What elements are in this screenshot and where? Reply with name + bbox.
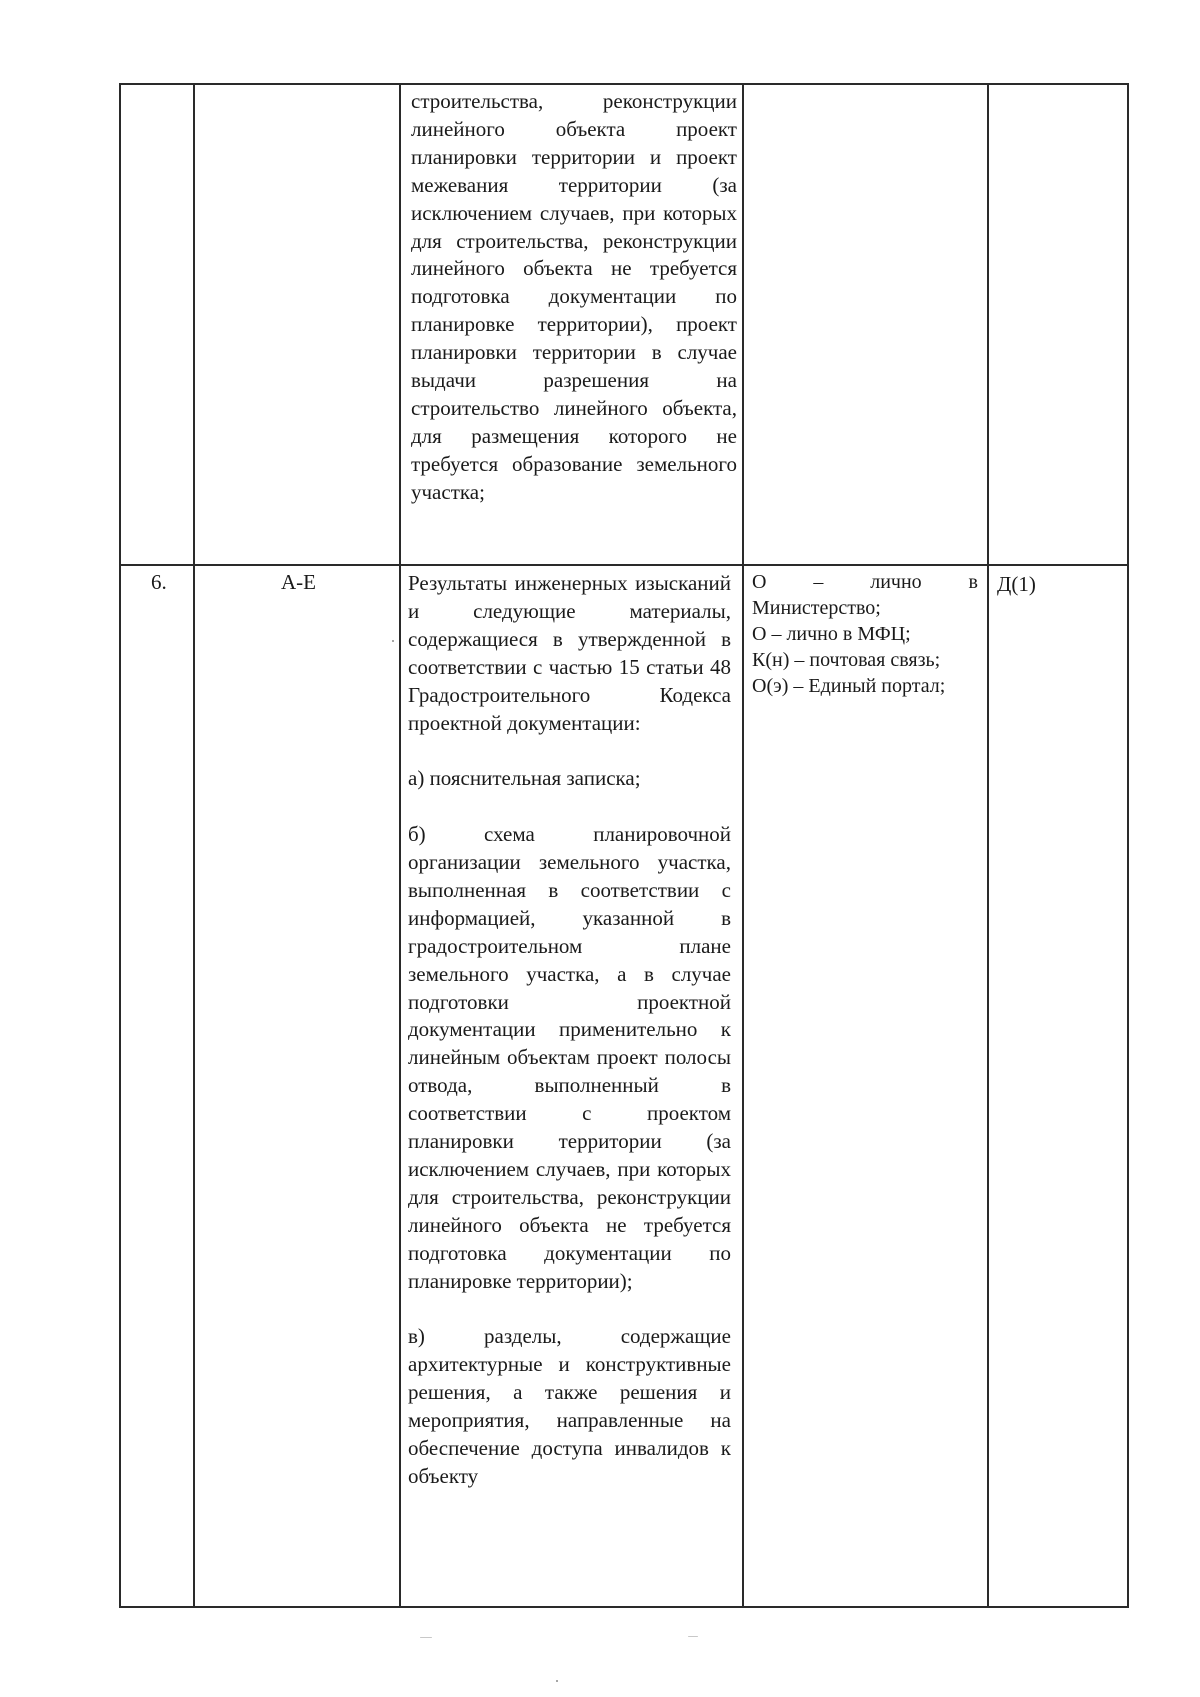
document-paragraph-a: а) пояснительная записка; bbox=[408, 766, 641, 791]
document-paragraph-b: б) схема планировочной организации земельного участка, выполненная в соответствии с информацией, указанной в градостроительном плане земельного участка, а в случае подготовки проектной документации применительно к линейным объектам проект полосы отвода, выполненный в соответствии с проектом планировки территории (за исключением случаев, при которых для строительства, реконструкции линейного объекта не требуется подготовка документации по планировке территории); bbox=[408, 822, 731, 1293]
remark-code: Д(1) bbox=[997, 572, 1036, 596]
scan-speck bbox=[420, 1637, 432, 1638]
document-paragraph-c: в) разделы, содержащие архитектурные и конструктивные решения, а также решения и мероприятия, направленные на обеспечение доступа инвалидов к объекту bbox=[408, 1324, 731, 1488]
scan-speck bbox=[688, 1636, 698, 1637]
submission-method-ministry: О – лично в Министерство; bbox=[752, 571, 978, 619]
scan-speck bbox=[556, 1680, 558, 1682]
required-documents-cell bbox=[408, 570, 731, 1491]
document-paragraph-intro: Результаты инженерных изысканий и следующие материалы, содержащиеся в утвержденной в соответствии с частью 15 статьи 48 Градостроительного Кодекса проектной документации: bbox=[408, 571, 731, 735]
submission-method-mfc: О – лично в МФЦ; bbox=[752, 623, 911, 645]
submission-method-post: К(н) – почтовая связь; bbox=[752, 649, 941, 671]
continued-document-text: строительства, реконструкции линейного объекта проект планировки территории и проект межевания территории (за исключением случаев, при которых для строительства, реконструкции линейного объекта не требуется подготовка документации по планировке территории), проект планировки территории в случае выдачи разрешения на строительство линейного объекта, для размещения которого не требуется образование земельного участка; bbox=[411, 89, 737, 504]
applicant-code: А-Е bbox=[281, 570, 316, 594]
table-right-border bbox=[1127, 83, 1129, 1608]
submission-methods-cell bbox=[752, 569, 978, 699]
submission-method-portal: О(э) – Единый портал; bbox=[752, 675, 946, 697]
row-number: 6. bbox=[151, 570, 167, 594]
scan-speck bbox=[392, 640, 394, 642]
column-divider-2 bbox=[399, 83, 401, 1608]
column-divider-3 bbox=[742, 83, 744, 1608]
row-divider bbox=[119, 564, 1129, 566]
table-bottom-border bbox=[119, 1606, 1129, 1608]
continued-document-cell bbox=[411, 88, 737, 507]
table-top-border bbox=[119, 83, 1129, 85]
column-divider-1 bbox=[193, 83, 195, 1608]
column-divider-4 bbox=[987, 83, 989, 1608]
table-left-border bbox=[119, 83, 121, 1608]
